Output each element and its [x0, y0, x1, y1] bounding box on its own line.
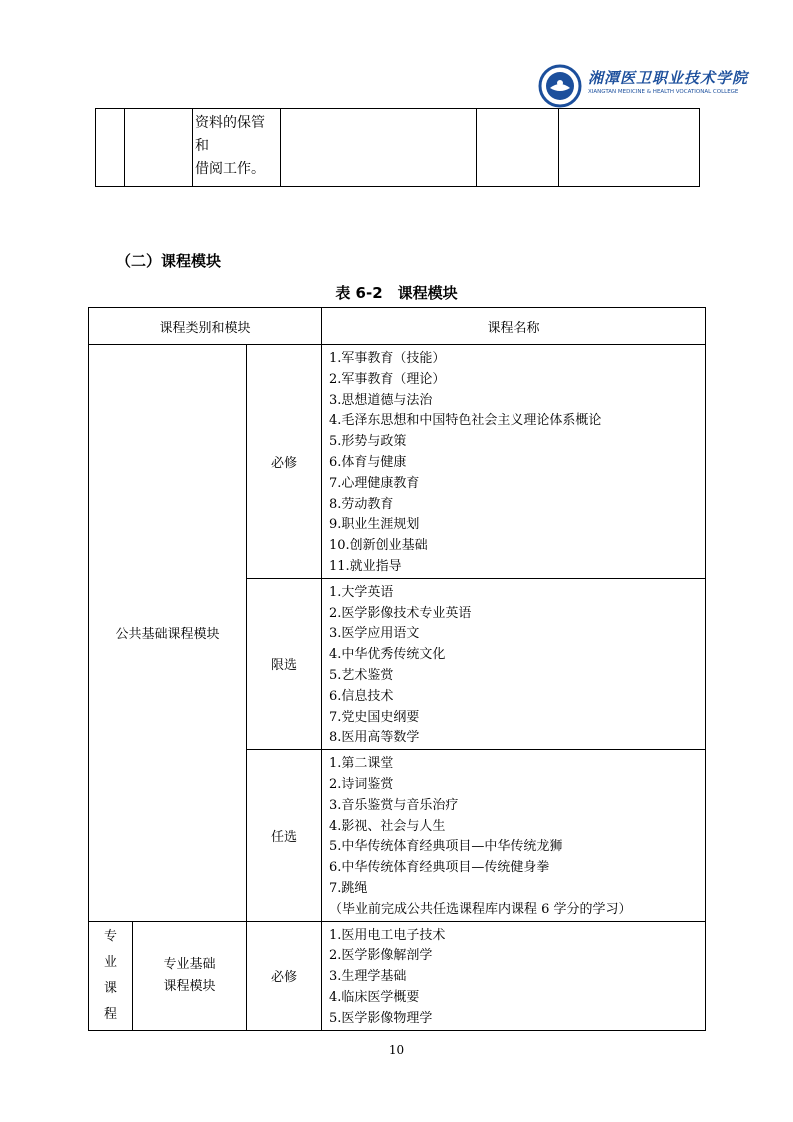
professional-course-list — [322, 922, 705, 1030]
continued-table — [95, 108, 700, 187]
list-item: 6.信息技术 — [329, 688, 394, 704]
list-item: 11.就业指导 — [329, 558, 402, 574]
table-cell — [281, 109, 477, 187]
course-module-table — [88, 307, 706, 1031]
list-item: 7.跳绳 — [329, 880, 368, 896]
list-item: 3.音乐鉴赏与音乐治疗 — [329, 797, 459, 813]
limited-courses-cell — [322, 578, 706, 749]
list-item: 2.诗词鉴赏 — [329, 776, 394, 792]
list-item: 9.职业生涯规划 — [329, 517, 420, 533]
limited-label: 限选 — [247, 578, 322, 749]
list-item: 5.形势与政策 — [329, 434, 407, 450]
list-item: 3.生理学基础 — [329, 969, 407, 985]
list-item: 5.艺术鉴赏 — [329, 667, 394, 683]
elective-course-list — [322, 750, 705, 920]
required-course-list — [322, 345, 705, 578]
table-cell — [559, 109, 700, 187]
module-line: 课程模块 — [163, 978, 216, 994]
logo-chinese-name: 湘潭医卫职业技术学院 — [588, 69, 749, 87]
list-item: 10.创新创业基础 — [329, 538, 428, 554]
table-cell — [96, 109, 125, 187]
page-number: 10 — [388, 1043, 405, 1057]
required-label: 必修 — [247, 345, 322, 579]
college-emblem-icon — [538, 64, 582, 108]
required-courses-cell — [322, 345, 706, 579]
limited-course-list — [322, 579, 705, 749]
table-cell — [193, 109, 281, 187]
list-item: 5.医学影像物理学 — [329, 1010, 433, 1026]
cell-line: 借阅工作。 — [195, 161, 265, 177]
list-item: 3.医学应用语文 — [329, 626, 420, 642]
table-row — [89, 921, 706, 1030]
list-item: 2.医学影像技术专业英语 — [329, 605, 472, 621]
list-item: 1.第二课堂 — [329, 756, 394, 772]
list-item: （毕业前完成公共任选课程库内课程 6 学分的学习） — [329, 901, 632, 917]
list-item: 4.中华优秀传统文化 — [329, 647, 446, 663]
college-logo — [538, 64, 749, 110]
list-item: 4.临床医学概要 — [329, 989, 420, 1005]
list-item: 8.医用高等数学 — [329, 730, 420, 746]
header-category: 课程类别和模块 — [89, 308, 322, 345]
group-char: 业 — [103, 954, 117, 970]
logo-english-name: XIANGTAN MEDICINE & HEALTH VOCATIONAL COLLEGE — [588, 89, 739, 95]
elective-courses-cell — [322, 750, 706, 921]
section-heading: （二）课程模块 — [116, 252, 222, 270]
list-item: 5.中华传统体育经典项目—中华传统龙狮 — [329, 839, 563, 855]
elective-label: 任选 — [247, 750, 322, 921]
list-item: 2.医学影像解剖学 — [329, 948, 433, 964]
list-item: 2.军事教育（理论） — [329, 371, 446, 387]
list-item: 6.中华传统体育经典项目—传统健身拳 — [329, 860, 550, 876]
list-item: 1.医用电工电子技术 — [329, 927, 446, 943]
list-item: 7.党史国史纲要 — [329, 709, 420, 725]
group-char: 程 — [103, 1006, 117, 1022]
module-line: 专业基础 — [163, 956, 216, 972]
list-item: 1.大学英语 — [329, 584, 394, 600]
table-caption: 表 6-2 课程模块 — [335, 284, 458, 302]
list-item: 7.心理健康教育 — [329, 475, 420, 491]
list-item: 8.劳动教育 — [329, 496, 394, 512]
cell-line: 资料的保管和 — [195, 115, 265, 154]
list-item: 3.思想道德与法治 — [329, 392, 433, 408]
table-cell — [125, 109, 193, 187]
professional-basic-module-cell — [133, 921, 247, 1030]
group-char: 课 — [103, 980, 117, 996]
list-item: 1.军事教育（技能） — [329, 351, 446, 366]
group-char: 专 — [103, 928, 117, 944]
header-course-names: 课程名称 — [322, 308, 706, 345]
table-row — [96, 109, 700, 187]
table-header-row — [89, 308, 706, 345]
list-item: 4.影视、社会与人生 — [329, 818, 446, 834]
list-item: 6.体育与健康 — [329, 454, 407, 470]
professional-required-label: 必修 — [247, 921, 322, 1030]
professional-course-group — [89, 921, 133, 1030]
table-row — [89, 345, 706, 579]
table-cell — [477, 109, 559, 187]
list-item: 4.毛泽东思想和中国特色社会主义理论体系概论 — [329, 413, 602, 429]
public-module-cell: 公共基础课程模块 — [89, 345, 247, 922]
professional-courses-cell — [322, 921, 706, 1030]
